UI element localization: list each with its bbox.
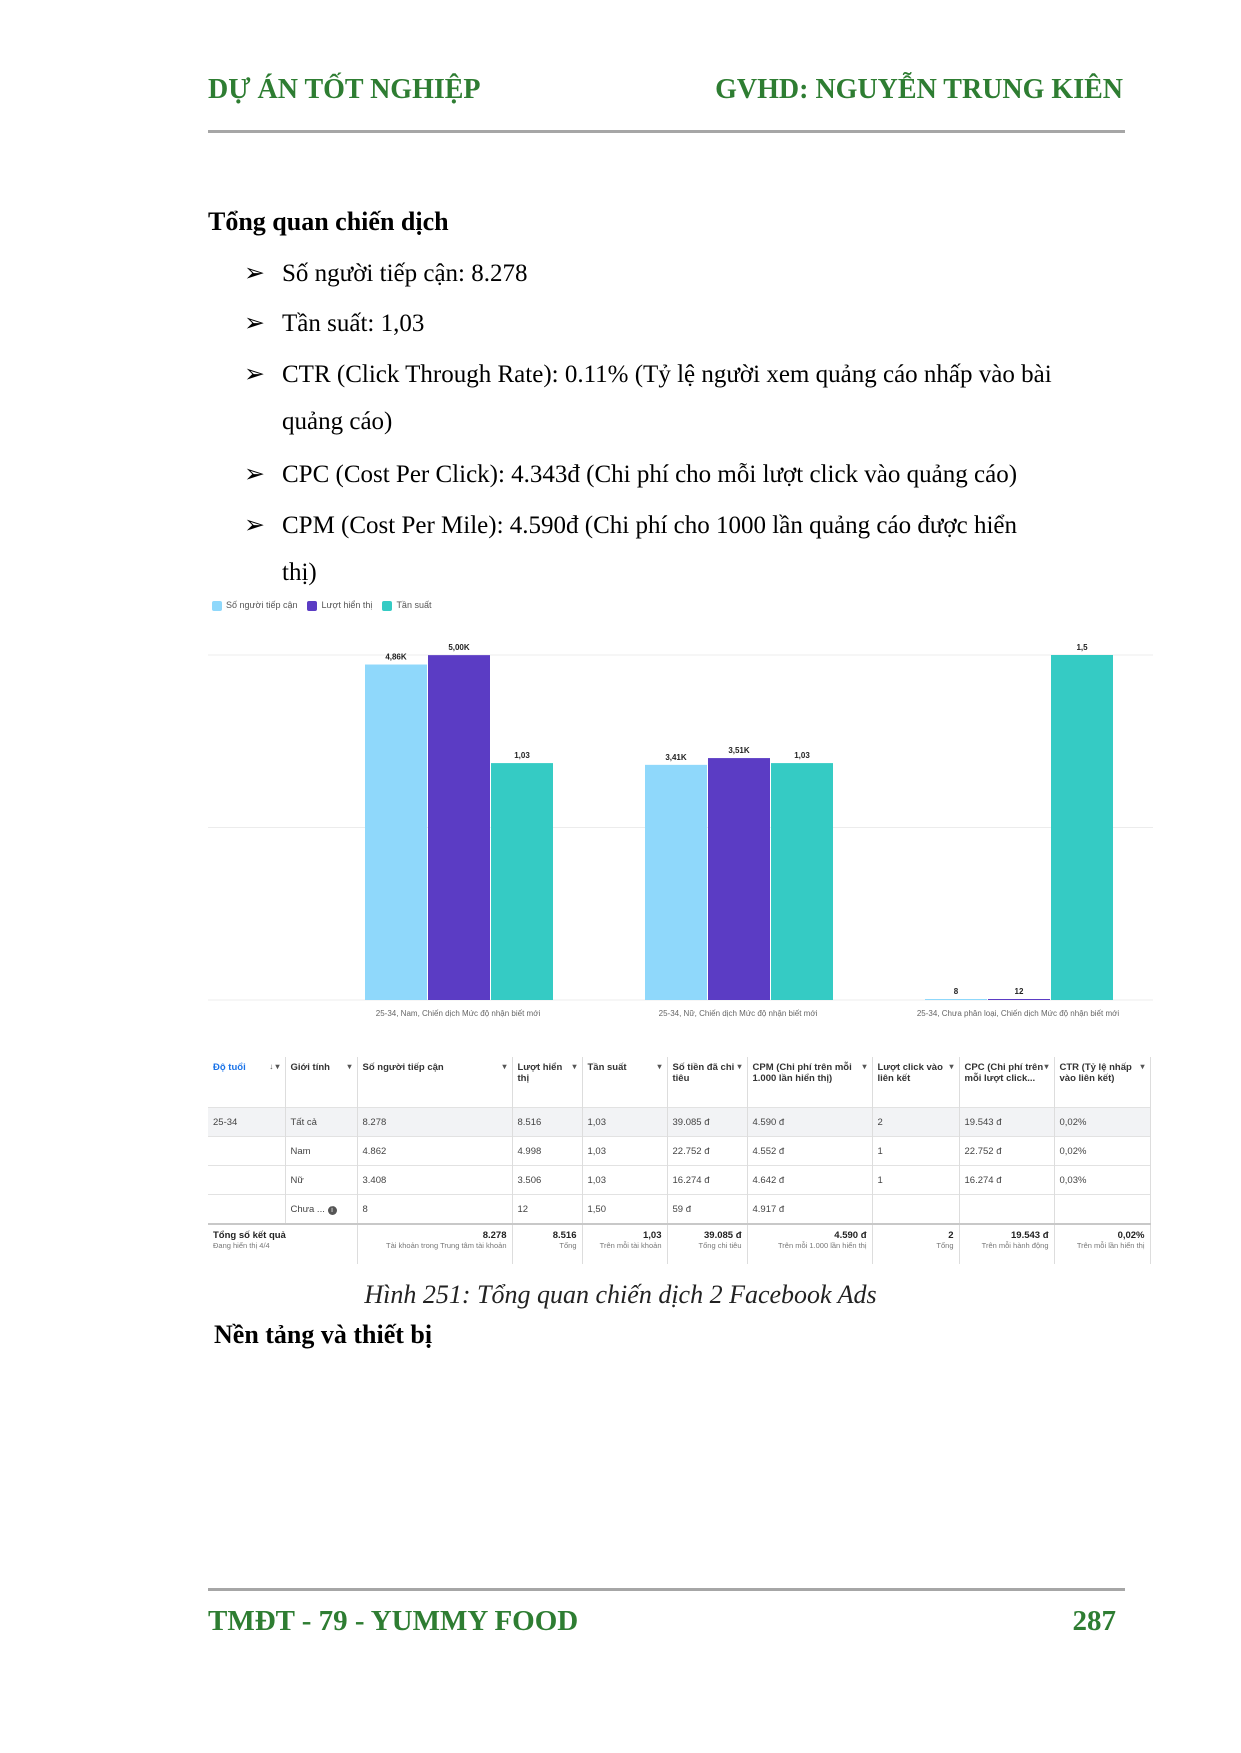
header-project-title: DỰ ÁN TỐT NGHIỆP (208, 74, 481, 105)
data-label: 4,86K (385, 652, 407, 662)
legend-item-reach[interactable]: Số người tiếp cận (212, 600, 297, 611)
bar[interactable] (491, 763, 553, 1000)
chevron-down-icon[interactable]: ▾ (657, 1062, 662, 1071)
chevron-down-icon[interactable]: ▾ (1044, 1062, 1049, 1071)
sort-down-icon[interactable]: ↓ ▾ (269, 1062, 280, 1071)
bullet-cpc (244, 451, 1124, 498)
col-header-link-clicks[interactable]: ▾ Lượt click vào liên kết (872, 1057, 959, 1108)
bullet-arrow-icon: ➢ (244, 461, 265, 488)
section-title-overview: Tổng quan chiến dịch (208, 207, 449, 236)
table-header-row (208, 1057, 1150, 1108)
bullet-text: Số người tiếp cận: 8.278 (282, 260, 528, 287)
chevron-down-icon[interactable]: ▾ (1140, 1062, 1145, 1071)
data-label: 3,41K (665, 752, 687, 762)
chevron-down-icon[interactable]: ▾ (737, 1062, 742, 1071)
chart-legend (212, 600, 431, 611)
col-header-reach[interactable]: ▾ Số người tiếp cận (357, 1057, 512, 1108)
breakdown-table (208, 1057, 1151, 1264)
bullet-text-continued: quảng cáo) (282, 408, 393, 435)
bar[interactable] (365, 665, 427, 1000)
bar[interactable] (1051, 655, 1113, 1000)
info-icon[interactable]: i (328, 1206, 337, 1215)
bar-chart (208, 625, 1153, 1040)
col-header-age[interactable]: ↓ ▾ Độ tuổi (208, 1057, 285, 1108)
col-header-cpm[interactable]: ▾ CPM (Chi phí trên mỗi 1.000 lần hiển thị) (747, 1057, 872, 1108)
col-header-impressions[interactable]: ▾ Lượt hiển thị (512, 1057, 582, 1108)
category-label: 25-34, Nam, Chiến dịch Mức độ nhận biết mới (375, 1009, 541, 1018)
bullet-reach (244, 250, 1124, 297)
category-label: 25-34, Chưa phân loại, Chiến dịch Mức độ nhận biết mới (916, 1009, 1120, 1018)
checkbox-icon (212, 601, 222, 611)
bullet-arrow-icon: ➢ (244, 512, 265, 539)
chevron-down-icon[interactable]: ▾ (862, 1062, 867, 1071)
bar[interactable] (988, 999, 1050, 1000)
table-row[interactable]: Nữ 3.408 3.506 1,03 16.274 đ 4.642 đ 1 16.274 đ 0,03% (208, 1166, 1150, 1195)
bullet-text: CPM (Cost Per Mile): 4.590đ (Chi phí cho 1000 lần quảng cáo được hiển (282, 512, 1018, 539)
bullet-cpm (244, 502, 1124, 596)
bullet-text-continued: thị) (282, 559, 317, 586)
data-label: 3,51K (728, 746, 750, 756)
data-label: 1,03 (794, 751, 810, 761)
col-header-ctr[interactable]: ▾ CTR (Tỷ lệ nhấp vào liên kết) (1054, 1057, 1150, 1108)
bullet-text: CTR (Click Through Rate): 0.11% (Tỷ lệ người xem quảng cáo nhấp vào bài (282, 361, 1052, 388)
table-row[interactable]: 25-34 Tất cả 8.278 8.516 1,03 39.085 đ 4.590 đ 2 19.543 đ 0,02% (208, 1108, 1150, 1137)
bullet-text: CPC (Cost Per Click): 4.343đ (Chi phí cho mỗi lượt click vào quảng cáo) (282, 461, 1018, 488)
col-header-gender[interactable]: ▾ Giới tính (285, 1057, 357, 1108)
chevron-down-icon[interactable]: ▾ (949, 1062, 954, 1071)
legend-item-frequency[interactable]: Tần suất (382, 600, 431, 611)
page-number: 287 (1072, 1605, 1116, 1637)
checkbox-icon (382, 601, 392, 611)
data-label: 1,5 (1076, 643, 1088, 652)
bar[interactable] (428, 655, 490, 1000)
bar[interactable] (645, 765, 707, 1000)
legend-item-impressions[interactable]: Lượt hiển thị (307, 600, 372, 611)
bullet-text: Tần suất: 1,03 (282, 310, 425, 337)
data-label: 8 (953, 987, 959, 996)
data-label: 12 (1014, 987, 1024, 996)
header-advisor: GVHD: NGUYỄN TRUNG KIÊN (715, 74, 1123, 105)
figure-caption: Hình 251: Tổng quan chiến dịch 2 Facebook Ads (364, 1280, 877, 1309)
data-label: 5,00K (448, 643, 470, 653)
footer-project: TMĐT - 79 - YUMMY FOOD (208, 1605, 579, 1637)
bullet-arrow-icon: ➢ (244, 310, 265, 337)
bullet-frequency (244, 300, 1124, 347)
bar[interactable] (925, 999, 987, 1000)
data-label: 1,03 (514, 751, 530, 761)
table-total-row: Tổng số kết quả Đang hiển thị 4/4 8.278 Tài khoản trong Trung tâm tài khoản 8.516 Tổng 1,03 Trên mỗi tài khoản 39.085 đ Tổng chi tiêu 4.590 đ Trên mỗi 1.000 lần hiển thị 2 Tổng 19.543 đ Trên mỗi hành động 0,02% Trên mỗi lần hiển thị (208, 1224, 1150, 1264)
col-header-amount-spent[interactable]: ▾ Số tiền đã chi tiêu (667, 1057, 747, 1108)
bullet-arrow-icon: ➢ (244, 361, 265, 388)
table-row[interactable]: Nam 4.862 4.998 1,03 22.752 đ 4.552 đ 1 22.752 đ 0,02% (208, 1137, 1150, 1166)
footer-divider (208, 1588, 1125, 1591)
bar[interactable] (771, 763, 833, 1000)
bar[interactable] (708, 758, 770, 1000)
bullet-ctr (244, 351, 1124, 445)
chevron-down-icon[interactable]: ▾ (347, 1062, 352, 1071)
chevron-down-icon[interactable]: ▾ (502, 1062, 507, 1071)
table-row[interactable]: Chưa ... i 8 12 1,50 59 đ 4.917 đ (208, 1195, 1150, 1225)
bullet-arrow-icon: ➢ (244, 260, 265, 287)
header-divider (208, 130, 1125, 133)
checkbox-icon (307, 601, 317, 611)
col-header-cpc[interactable]: ▾ CPC (Chi phí trên mỗi lượt click... (959, 1057, 1054, 1108)
category-label: 25-34, Nữ, Chiến dịch Mức độ nhận biết mới (658, 1009, 818, 1018)
section-title-platforms: Nền tảng và thiết bị (214, 1320, 433, 1349)
col-header-frequency[interactable]: ▾ Tần suất (582, 1057, 667, 1108)
chevron-down-icon[interactable]: ▾ (572, 1062, 577, 1071)
